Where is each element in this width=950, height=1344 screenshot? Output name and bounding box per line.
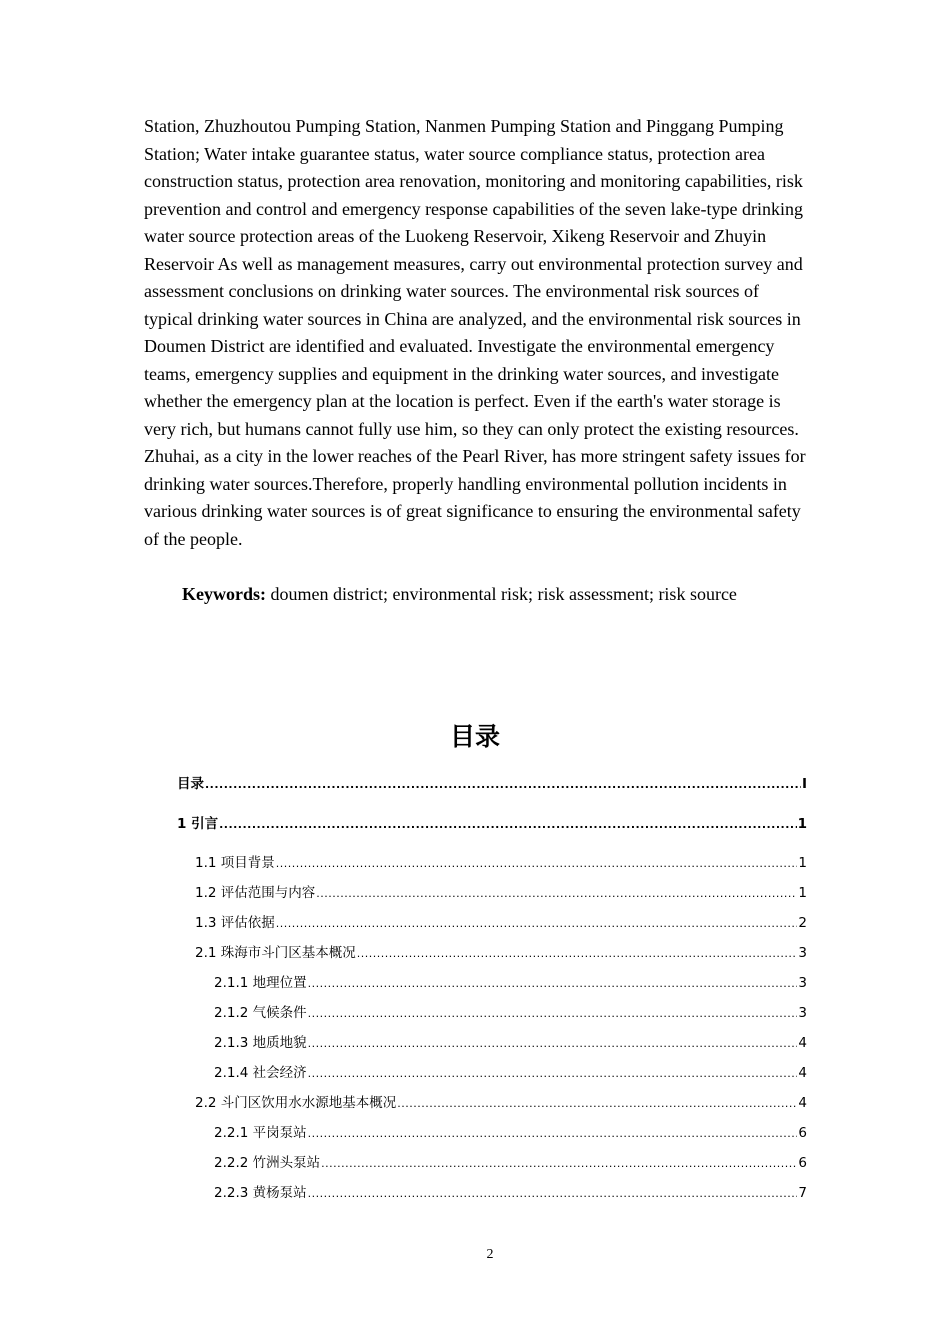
toc-entry-label: 目录: [177, 776, 204, 792]
toc-entry-page: I: [801, 776, 807, 792]
abstract-paragraph: Station, Zhuzhoutou Pumping Station, Nanmen Pumping Station and Pinggang Pumping Station; Water intake guarantee status, water source compliance status, protection area construction status, protection area renovation, monitoring and monitoring capabilities, risk prevention and control and emergency response capabilities of the seven lake-type drinking water source protection areas of the Luokeng Reservoir, Xikeng Reservoir and Zhuyin Reservoir As well as management measures, carry out environmental protection survey and assessment conclusions on drinking water sources. The environmental risk sources of typical drinking water sources in China are analyzed, and the environmental risk sources in Doumen District are identified and evaluated. Investigate the environmental emergency teams, emergency supplies and equipment in the drinking water sources, and investigate whether the emergency plan at the location is perfect. Even if the earth's water storage is very rich, but humans cannot fully use him, so they can only protect the existing resources. Zhuhai, as a city in the lower reaches of the Pearl River, has more stringent safety issues for drinking water sources.Therefore, properly handling environmental pollution incidents in various drinking water sources is of great significance to ensuring the environmental safety of the people.: [144, 116, 806, 549]
toc-leader-dots: [308, 1124, 798, 1144]
toc-entry-page: 6: [798, 1155, 807, 1171]
keywords-line: [182, 581, 822, 609]
toc-entry-page: 4: [798, 1035, 807, 1051]
toc-entry-page: 1: [797, 816, 807, 832]
toc-entry-label: 1.3 评估依据: [195, 915, 275, 931]
toc-leader-dots: [397, 1094, 797, 1114]
toc-heading: 目录: [449, 722, 500, 751]
toc-entry[interactable]: [177, 814, 807, 835]
toc-entry[interactable]: [195, 853, 807, 874]
toc-leader-dots: [321, 1154, 797, 1174]
toc-entry-label: 2.1.3 地质地貌: [214, 1035, 307, 1051]
toc-entry[interactable]: [214, 973, 807, 994]
toc-entry[interactable]: [177, 774, 807, 795]
page-number: 2: [486, 1247, 494, 1262]
toc-entry[interactable]: [195, 883, 807, 904]
toc-entry[interactable]: [214, 1033, 807, 1054]
toc-entry-page: 6: [798, 1125, 807, 1141]
keywords-text: doumen district; environmental risk; risk assessment; risk source: [270, 584, 737, 604]
toc-entry-label: 2.1.4 社会经济: [214, 1065, 307, 1081]
toc-entry-label: 1 引言: [177, 816, 219, 832]
toc-leader-dots: [308, 1064, 798, 1084]
toc-leader-dots: [316, 884, 797, 904]
toc-leader-dots: [219, 815, 797, 835]
toc-entry-label: 1.1 项目背景: [195, 855, 275, 871]
keywords-label: Keywords:: [182, 584, 266, 604]
toc-leader-dots: [308, 974, 798, 994]
toc-entry-page: 1: [798, 885, 807, 901]
toc-entry-page: 3: [798, 945, 807, 961]
toc-entry[interactable]: [214, 1063, 807, 1084]
toc-entry-label: 2.1.1 地理位置: [214, 975, 307, 991]
toc-entry-page: 3: [798, 1005, 807, 1021]
toc-entry[interactable]: [214, 1003, 807, 1024]
toc-leader-dots: [308, 1184, 798, 1204]
toc-entry-label: 2.1.2 气候条件: [214, 1005, 307, 1021]
toc-leader-dots: [357, 944, 798, 964]
toc-entry[interactable]: [214, 1183, 807, 1204]
abstract-body: [144, 113, 808, 553]
toc-entry-label: 2.2.1 平岗泵站: [214, 1125, 307, 1141]
toc-entry-label: 2.2.2 竹洲头泵站: [214, 1155, 321, 1171]
toc-entry-page: 7: [798, 1185, 807, 1201]
toc-entry-label: 1.2 评估范围与内容: [195, 885, 316, 901]
toc-leader-dots: [276, 914, 798, 934]
toc-entry[interactable]: [214, 1123, 807, 1144]
toc-entry[interactable]: [195, 943, 807, 964]
toc-entry-page: 2: [798, 915, 807, 931]
toc-leader-dots: [276, 854, 798, 874]
toc-entry-label: 2.2.3 黄杨泵站: [214, 1185, 307, 1201]
toc-entry[interactable]: [214, 1153, 807, 1174]
toc-entry-label: 2.1 珠海市斗门区基本概况: [195, 945, 356, 961]
toc-entry[interactable]: [195, 913, 807, 934]
toc-entry-page: 1: [798, 855, 807, 871]
toc-entry-page: 4: [798, 1095, 807, 1111]
toc-leader-dots: [308, 1004, 798, 1024]
toc-entry-page: 3: [798, 975, 807, 991]
toc-entry-label: 2.2 斗门区饮用水水源地基本概况: [195, 1095, 397, 1111]
toc-entry[interactable]: [195, 1093, 807, 1114]
toc-entry-page: 4: [798, 1065, 807, 1081]
toc-leader-dots: [308, 1034, 798, 1054]
toc-leader-dots: [205, 775, 801, 795]
